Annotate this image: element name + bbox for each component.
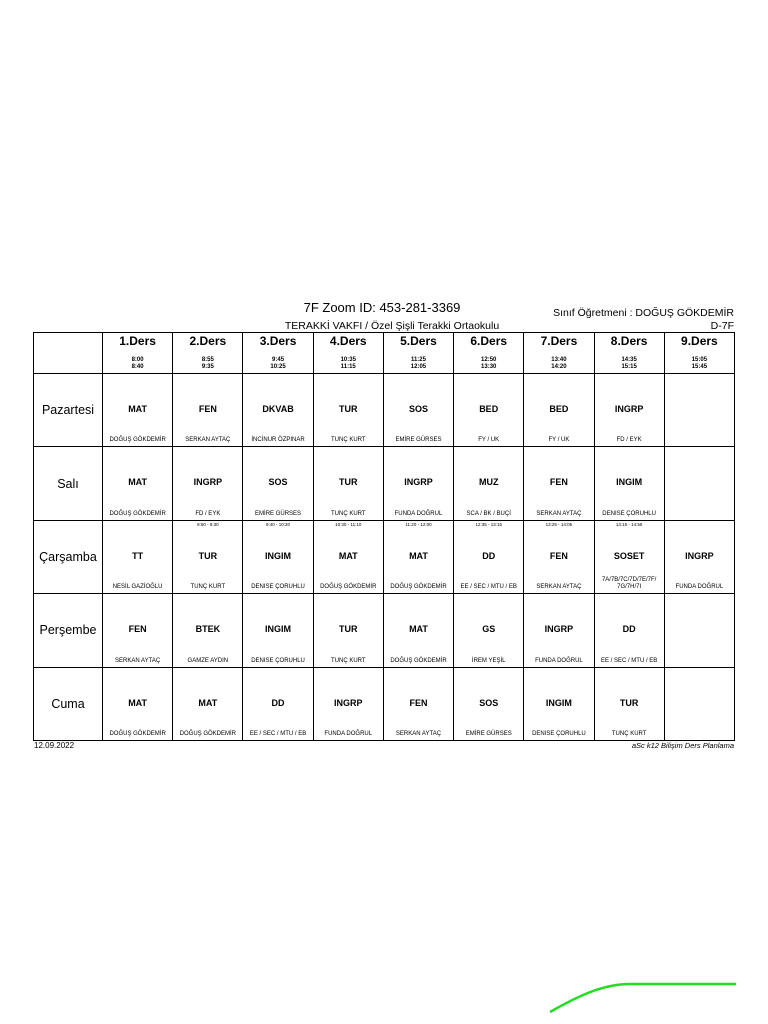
lesson-teacher: DENISE ÇORUHLU bbox=[532, 731, 586, 737]
lesson-teacher: TUNÇ KURT bbox=[611, 731, 647, 737]
lesson-cell bbox=[664, 374, 734, 447]
period-end: 14:20 bbox=[551, 364, 567, 370]
period-header-2 bbox=[173, 333, 243, 374]
lesson-teacher: DOĞUŞ GÖKDEMİR bbox=[109, 510, 166, 517]
period-start: 10:35 bbox=[340, 357, 356, 363]
lesson-cell bbox=[383, 594, 453, 667]
lesson-subject: INGRP bbox=[685, 550, 714, 561]
lesson-cell bbox=[313, 374, 383, 447]
day-name: Perşembe bbox=[34, 594, 103, 667]
lesson-subject: TUR bbox=[339, 477, 358, 488]
lesson-teacher: İNCİNUR ÖZPINAR bbox=[251, 437, 305, 444]
lesson-teacher: EMİRE GÜRSES bbox=[465, 731, 512, 737]
period-name: 8.Ders bbox=[610, 334, 648, 348]
day-row bbox=[34, 594, 735, 667]
lesson-cell bbox=[594, 447, 664, 520]
period-start: 8:55 bbox=[201, 357, 214, 363]
lesson-teacher: DOĞUŞ GÖKDEMİR bbox=[390, 657, 447, 664]
lesson-subject: MAT bbox=[128, 697, 148, 708]
lesson-teacher: DENISE ÇORUHLU bbox=[251, 584, 305, 591]
lesson-subject: INGRP bbox=[544, 624, 574, 635]
lesson-subject: BED bbox=[549, 404, 569, 414]
lesson-subject: TUR bbox=[619, 697, 639, 708]
lesson-cell bbox=[243, 447, 313, 520]
lesson-subject: TT bbox=[132, 550, 144, 561]
lesson-teacher: FUNDA DOĞRUL bbox=[675, 584, 724, 591]
lesson-subject: FEN bbox=[549, 550, 568, 561]
lesson-cell bbox=[243, 374, 313, 447]
lesson-teacher: SERKAN AYTAÇ bbox=[536, 584, 582, 591]
period-time bbox=[384, 357, 453, 371]
lesson-subject: SOS bbox=[408, 404, 428, 414]
period-header-5 bbox=[383, 333, 453, 374]
lesson-cell bbox=[243, 520, 313, 593]
lesson-subject: MAT bbox=[128, 477, 148, 488]
lesson-teacher: TUNÇ KURT bbox=[330, 657, 366, 664]
period-header-row bbox=[34, 333, 735, 374]
period-start: 9:45 bbox=[272, 357, 285, 363]
lesson-time: 9:40 - 10:20 bbox=[266, 521, 291, 527]
period-name: 1.Ders bbox=[119, 334, 156, 348]
lesson-subject: DD bbox=[622, 624, 636, 635]
lesson-cell bbox=[594, 374, 664, 447]
lesson-teacher: EE / SEC / MTU / EB bbox=[460, 584, 517, 591]
lesson-subject: TUR bbox=[198, 550, 218, 561]
period-name: 4.Ders bbox=[329, 334, 367, 348]
lesson-teacher: DOĞUŞ GÖKDEMİR bbox=[109, 731, 166, 737]
lesson-teacher: GAMZE AYDIN bbox=[187, 657, 229, 664]
lesson-teacher: DOĞUŞ GÖKDEMİR bbox=[179, 731, 236, 737]
lesson-subject: TUR bbox=[339, 404, 358, 414]
lesson-cell bbox=[594, 667, 664, 740]
period-time bbox=[243, 357, 312, 371]
lesson-cell bbox=[454, 520, 524, 593]
lesson-cell bbox=[103, 594, 173, 667]
lesson-teacher: FUNDA DOĞRUL bbox=[324, 731, 373, 737]
lesson-cell bbox=[243, 667, 313, 740]
period-end: 11:15 bbox=[340, 364, 356, 370]
period-name: 7.Ders bbox=[540, 334, 578, 348]
zoom-id-title: 7F Zoom ID: 453-281-3369 bbox=[303, 300, 461, 315]
period-name: 6.Ders bbox=[470, 334, 508, 348]
lesson-cell bbox=[313, 667, 383, 740]
lesson-subject: GS bbox=[482, 624, 496, 635]
period-time bbox=[454, 357, 523, 371]
lesson-teacher: EE / SEC / MTU / EB bbox=[600, 657, 658, 664]
lesson-cell bbox=[103, 667, 173, 740]
lesson-cell bbox=[594, 520, 664, 593]
day-name: Cuma bbox=[34, 667, 103, 740]
period-end: 8:40 bbox=[131, 364, 144, 370]
period-header-8 bbox=[594, 333, 664, 374]
lesson-time: 14:15 - 14:55 bbox=[615, 521, 643, 527]
lesson-cell bbox=[454, 667, 524, 740]
lesson-teacher: 7A/7B/7C/7D/7E/7F/ 7G/7H/7I bbox=[601, 577, 657, 591]
day-row bbox=[34, 667, 735, 740]
period-end: 12:05 bbox=[410, 364, 427, 370]
lesson-cell bbox=[173, 520, 243, 593]
lesson-cell bbox=[664, 447, 734, 520]
lesson-subject: FEN bbox=[128, 624, 147, 635]
period-start: 8:00 bbox=[131, 357, 144, 363]
lesson-subject: INGRP bbox=[334, 697, 363, 708]
day-row bbox=[34, 447, 735, 520]
corner-cell bbox=[34, 333, 103, 374]
period-time bbox=[173, 357, 242, 371]
lesson-teacher: NESİL GAZİOĞLU bbox=[112, 584, 163, 591]
lesson-subject: FEN bbox=[409, 697, 428, 708]
software-credit: aSc k12 Bilişim Ders Planlama bbox=[631, 741, 734, 750]
lesson-cell bbox=[524, 667, 594, 740]
period-header-1 bbox=[103, 333, 173, 374]
period-time bbox=[665, 357, 734, 371]
lesson-teacher: FY / UK bbox=[548, 437, 570, 444]
lesson-cell bbox=[664, 667, 734, 740]
lesson-cell bbox=[383, 520, 453, 593]
lesson-teacher: EE / SEC / MTU / EB bbox=[249, 731, 307, 737]
lesson-subject: INGIM bbox=[616, 477, 643, 488]
period-header-4 bbox=[313, 333, 383, 374]
lesson-cell bbox=[664, 520, 734, 593]
lesson-cell bbox=[173, 447, 243, 520]
period-name: 5.Ders bbox=[400, 334, 437, 348]
lesson-teacher: EMİRE GÜRSES bbox=[395, 437, 442, 444]
lesson-subject: BTEK bbox=[195, 624, 221, 635]
lesson-cell bbox=[383, 667, 453, 740]
day-row bbox=[34, 374, 735, 447]
lesson-cell bbox=[664, 594, 734, 667]
period-end: 10:25 bbox=[270, 364, 286, 370]
lesson-cell bbox=[524, 520, 594, 593]
lesson-time: 11:20 - 12:00 bbox=[405, 521, 432, 527]
lesson-subject: INGIM bbox=[545, 697, 572, 708]
period-start: 15:05 bbox=[691, 357, 708, 363]
lesson-teacher: FD / EYK bbox=[616, 437, 642, 444]
lesson-teacher: SERKAN AYTAÇ bbox=[185, 437, 231, 444]
period-name: 9.Ders bbox=[681, 334, 718, 348]
lesson-teacher: SERKAN AYTAÇ bbox=[115, 657, 161, 664]
lesson-teacher: FD / EYK bbox=[195, 510, 221, 517]
lesson-time: 13:25 - 14:05 bbox=[545, 521, 573, 527]
lesson-subject: FEN bbox=[198, 404, 217, 414]
lesson-teacher: SERKAN AYTAÇ bbox=[395, 731, 442, 737]
lesson-teacher: SCA / BK / BUÇİ bbox=[466, 510, 511, 517]
timetable bbox=[33, 332, 735, 741]
day-name: Pazartesi bbox=[34, 374, 103, 447]
lesson-cell bbox=[313, 447, 383, 520]
school-name: TERAKKİ VAKFI / Özel Şişli Terakki Ortaokulu bbox=[284, 320, 500, 332]
period-time bbox=[595, 357, 664, 371]
lesson-subject: DD bbox=[271, 697, 285, 708]
period-time bbox=[524, 357, 593, 371]
lesson-subject: INGRP bbox=[404, 477, 433, 488]
period-name: 3.Ders bbox=[259, 334, 297, 348]
lesson-teacher: SERKAN AYTAÇ bbox=[536, 510, 582, 517]
lesson-subject: MAT bbox=[409, 624, 428, 635]
lesson-cell bbox=[383, 374, 453, 447]
period-header-6 bbox=[454, 333, 524, 374]
lesson-teacher: DENISE ÇORUHLU bbox=[251, 657, 305, 664]
lesson-teacher: DOĞUŞ GÖKDEMİR bbox=[320, 584, 377, 591]
lesson-teacher: DENISE ÇORUHLU bbox=[602, 510, 656, 517]
lesson-subject: INGIM bbox=[265, 550, 292, 561]
lesson-subject: MAT bbox=[409, 550, 428, 561]
lesson-subject: MAT bbox=[128, 404, 148, 414]
period-time bbox=[103, 357, 172, 371]
lesson-cell bbox=[103, 447, 173, 520]
lesson-cell bbox=[524, 594, 594, 667]
period-start: 13:40 bbox=[551, 357, 567, 363]
lesson-subject: FEN bbox=[549, 477, 568, 488]
lesson-subject: SOSET bbox=[613, 550, 645, 561]
lesson-time: 10:30 - 11:10 bbox=[335, 521, 362, 527]
lesson-cell bbox=[313, 594, 383, 667]
lesson-subject: MAT bbox=[198, 697, 218, 708]
lesson-teacher: TUNÇ KURT bbox=[330, 510, 366, 517]
lesson-subject: MAT bbox=[338, 550, 358, 561]
lesson-cell bbox=[594, 594, 664, 667]
period-start: 11:25 bbox=[410, 357, 426, 363]
lesson-cell bbox=[173, 667, 243, 740]
period-header-7 bbox=[524, 333, 594, 374]
lesson-teacher: TUNÇ KURT bbox=[330, 437, 366, 444]
day-name: Salı bbox=[34, 447, 103, 520]
lesson-cell bbox=[454, 374, 524, 447]
period-name: 2.Ders bbox=[189, 334, 227, 348]
lesson-cell bbox=[173, 594, 243, 667]
lesson-cell bbox=[313, 520, 383, 593]
lesson-cell bbox=[103, 374, 173, 447]
period-end: 13:30 bbox=[481, 364, 497, 370]
period-header-9 bbox=[664, 333, 734, 374]
period-end: 9:35 bbox=[201, 364, 214, 370]
lesson-teacher: EMİRE GÜRSES bbox=[255, 510, 302, 517]
lesson-subject: DKVAB bbox=[262, 404, 294, 414]
class-teacher: Sınıf Öğretmeni : DOĞUŞ GÖKDEMİR bbox=[553, 307, 734, 319]
lesson-teacher: FUNDA DOĞRUL bbox=[394, 510, 443, 517]
lesson-teacher: FUNDA DOĞRUL bbox=[535, 657, 583, 664]
lesson-teacher: TUNÇ KURT bbox=[190, 584, 226, 591]
lesson-cell bbox=[173, 374, 243, 447]
lesson-subject: INGRP bbox=[193, 477, 223, 488]
lesson-subject: INGRP bbox=[614, 404, 644, 414]
lesson-teacher: DOĞUŞ GÖKDEMİR bbox=[390, 584, 447, 591]
lesson-time: 12:35 - 13:15 bbox=[475, 521, 502, 527]
lesson-subject: MUZ bbox=[478, 477, 499, 488]
day-name: Çarşamba bbox=[34, 520, 103, 593]
lesson-cell bbox=[524, 374, 594, 447]
period-end: 15:45 bbox=[691, 364, 708, 370]
period-start: 12:50 bbox=[481, 357, 497, 363]
lesson-cell bbox=[243, 594, 313, 667]
day-row bbox=[34, 520, 735, 593]
print-date: 12.09.2022 bbox=[34, 741, 75, 750]
lesson-cell bbox=[454, 447, 524, 520]
lesson-teacher: DOĞUŞ GÖKDEMİR bbox=[109, 437, 166, 444]
period-time bbox=[314, 357, 383, 371]
lesson-time: 8:50 - 9:30 bbox=[197, 521, 219, 527]
lesson-subject: TUR bbox=[339, 624, 358, 635]
lesson-teacher: İREM YEŞİL bbox=[471, 657, 506, 664]
period-end: 15:15 bbox=[621, 364, 637, 370]
lesson-cell bbox=[103, 520, 173, 593]
lesson-subject: INGIM bbox=[265, 624, 292, 635]
lesson-subject: SOS bbox=[268, 477, 288, 488]
period-start: 14:35 bbox=[621, 357, 637, 363]
lesson-teacher: FY / UK bbox=[478, 437, 500, 444]
lesson-subject: DD bbox=[482, 550, 496, 561]
class-code: D-7F bbox=[710, 320, 734, 332]
lesson-subject: SOS bbox=[479, 697, 499, 708]
lesson-subject: BED bbox=[479, 404, 499, 414]
lesson-cell bbox=[454, 594, 524, 667]
lesson-cell bbox=[383, 447, 453, 520]
green-decor-line bbox=[548, 978, 738, 1018]
period-header-3 bbox=[243, 333, 313, 374]
lesson-cell bbox=[524, 447, 594, 520]
